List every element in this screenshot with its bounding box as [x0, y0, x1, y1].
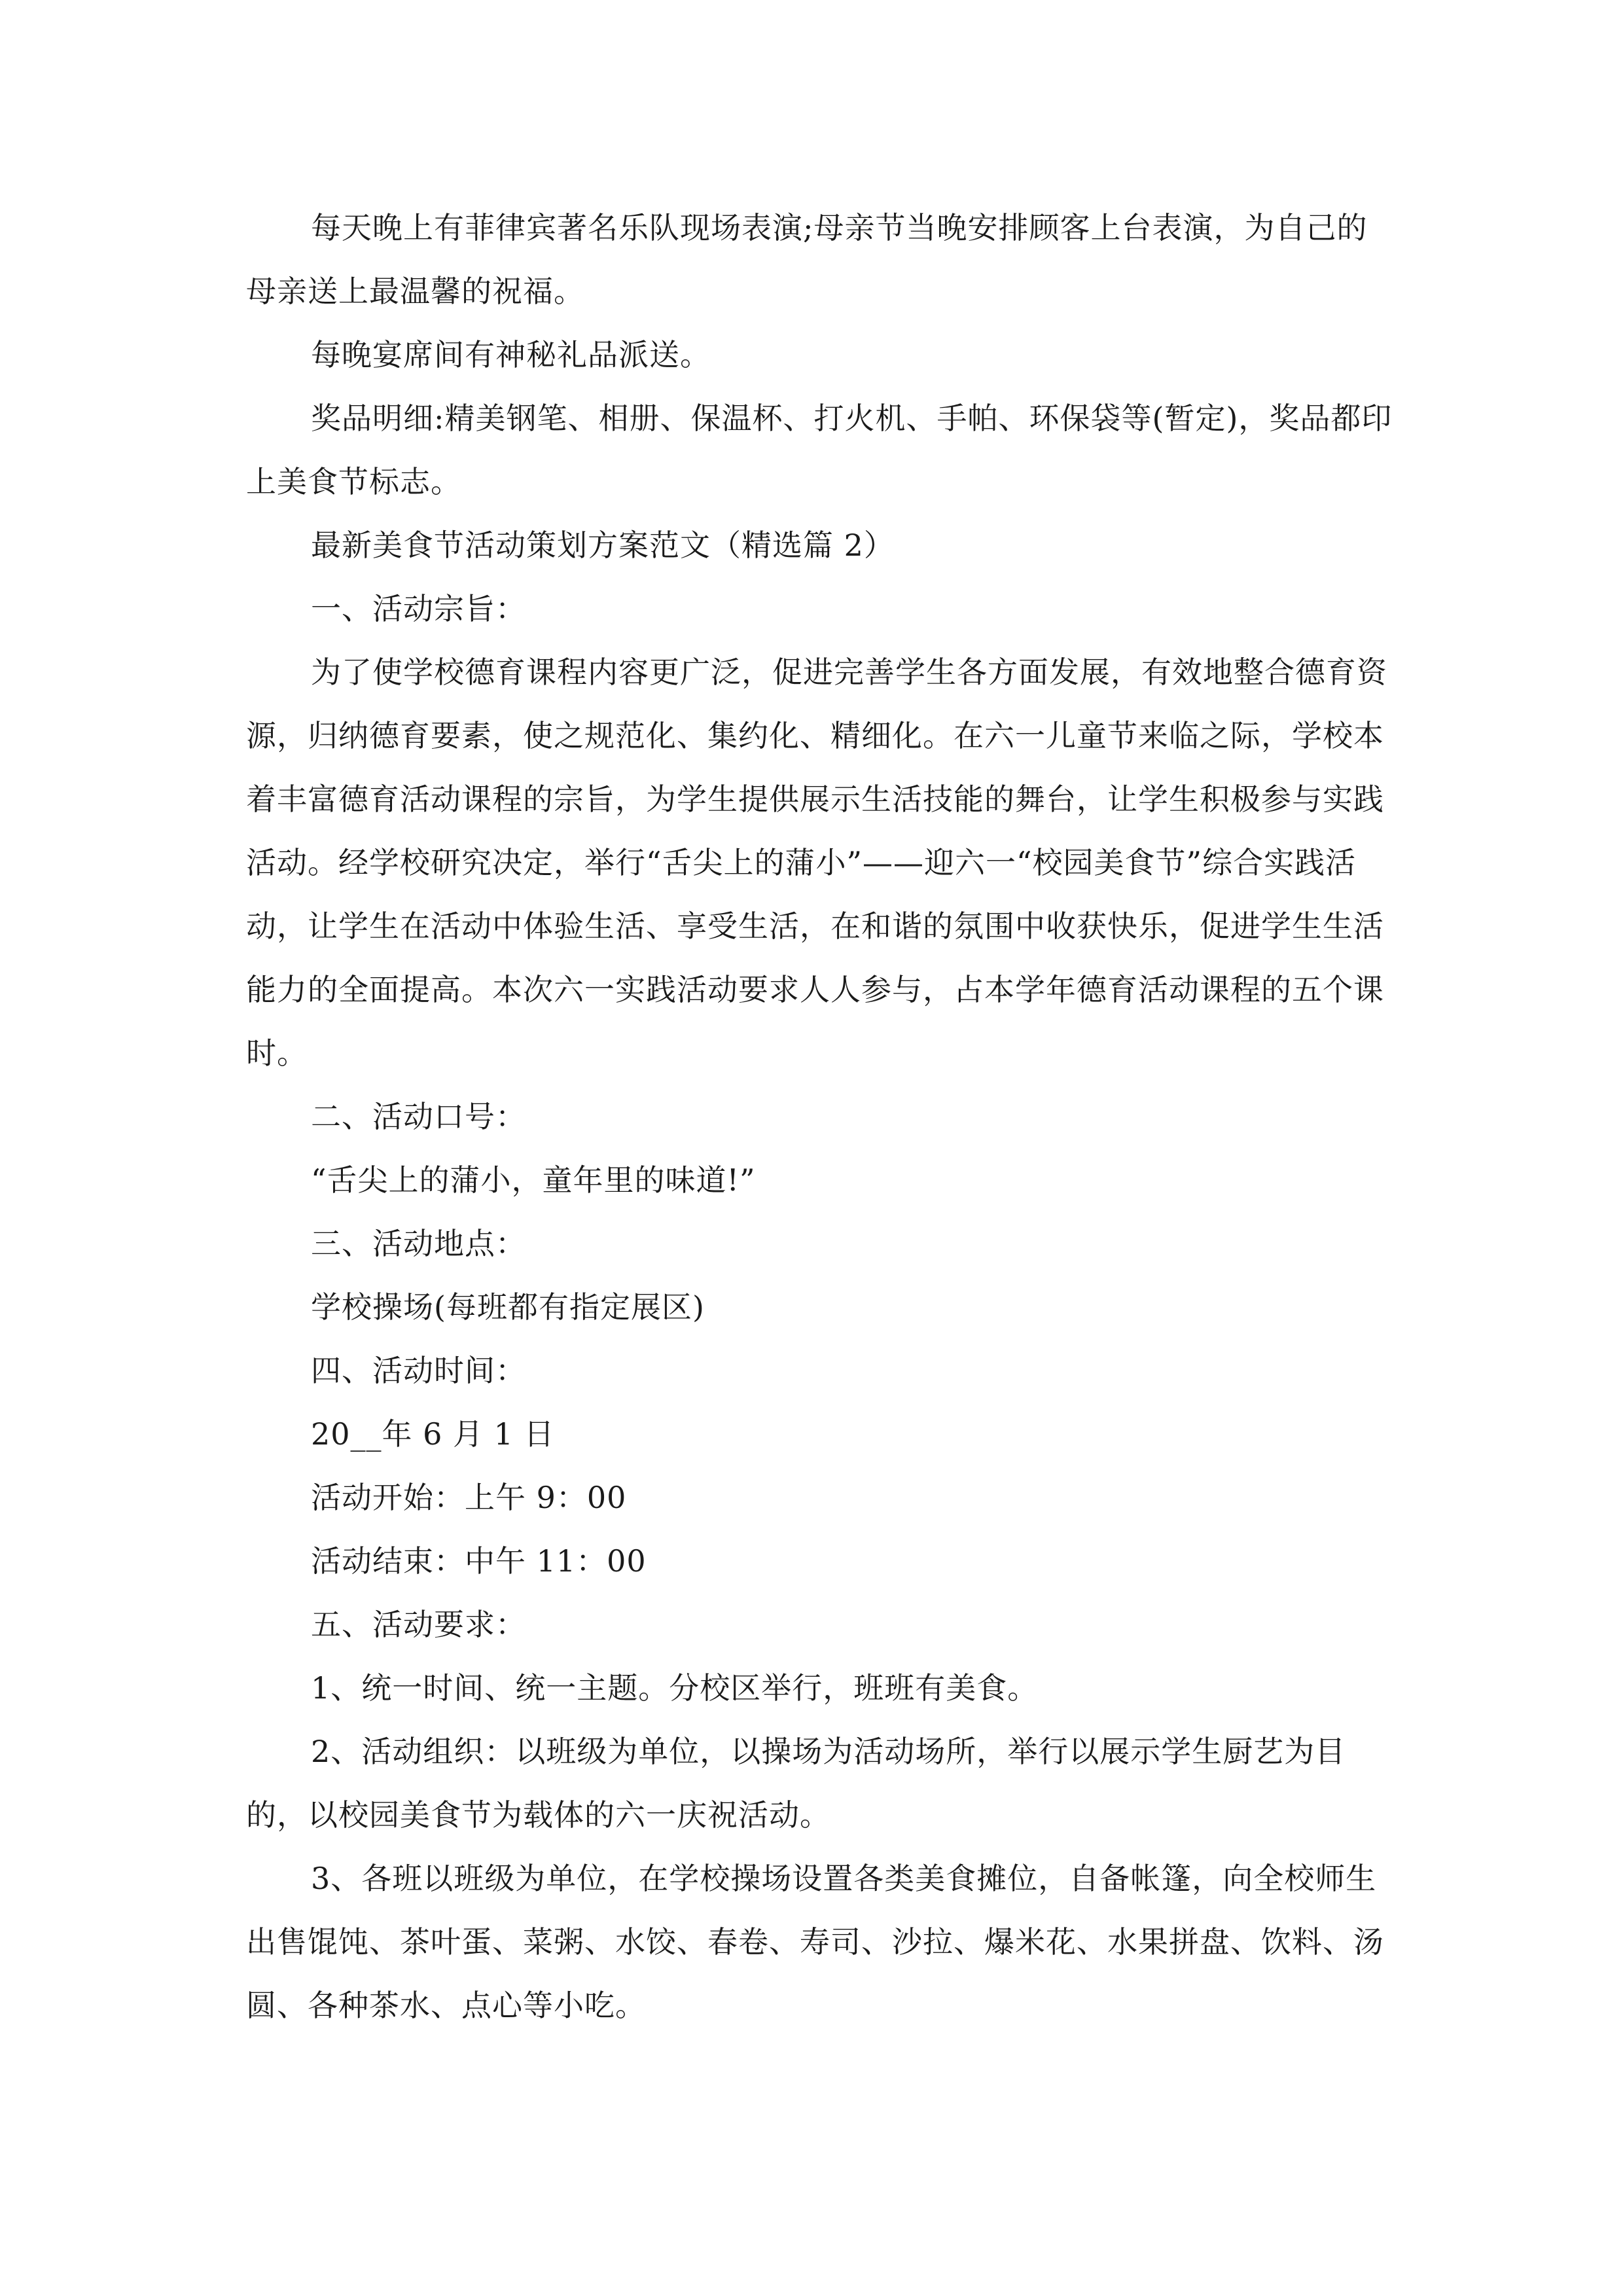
section-title-plan-2: 最新美食节活动策划方案范文（精选篇 2）: [311, 528, 895, 563]
paragraph-date: 20__年 6 月 1 日: [311, 1416, 555, 1452]
paragraph-end-time: 活动结束：中午 11：00: [311, 1543, 647, 1579]
requirement-item-3: 3、各班以班级为单位，在学校操场设置各类美食摊位，自备帐篷，向全校师生出售馄饨、茶叶蛋、菜粥、水饺、春卷、寿司、沙拉、爆米花、水果拼盘、饮料、汤圆、各种茶水、点心等小吃。: [246, 1861, 1384, 2023]
paragraph-location: 学校操场(每班都有指定展区): [311, 1289, 705, 1325]
requirement-item-1: 1、统一时间、统一主题。分校区举行，班班有美食。: [311, 1670, 1039, 1706]
paragraph-purpose: 为了使学校德育课程内容更广泛，促进完善学生各方面发展，有效地整合德育资源，归纳德育要素，使之规范化、集约化、精细化。在六一儿童节来临之际，学校本着丰富德育活动课程的宗旨，为学生提供展示生活技能的舞台，让学生积极参与实践活动。经学校研究决定，举行“舌尖上的蒲小”——迎六一“校园美食节”综合实践活动，让学生在活动中体验生活、享受生活，在和谐的氛围中收获快乐，促进学生生活能力的全面提高。本次六一实践活动要求人人参与，占本学年德育活动课程的五个课时。: [246, 655, 1387, 1071]
heading-time: 四、活动时间：: [311, 1353, 526, 1388]
paragraph-prize-details: 奖品明细:精美钢笔、相册、保温杯、打火机、手帕、环保袋等(暂定)，奖品都印上美食节标志。: [246, 401, 1393, 499]
paragraph-mystery-gifts: 每晚宴席间有神秘礼品派送。: [311, 337, 711, 372]
requirement-item-2: 2、活动组织：以班级为单位，以操场为活动场所，举行以展示学生厨艺为目的，以校园美食节为载体的六一庆祝活动。: [246, 1734, 1346, 1833]
heading-slogan: 二、活动口号：: [311, 1099, 526, 1134]
heading-requirements: 五、活动要求：: [311, 1607, 526, 1642]
paragraph-slogan: “舌尖上的蒲小，童年里的味道!”: [311, 1162, 756, 1198]
paragraph-start-time: 活动开始：上午 9：00: [311, 1480, 627, 1515]
paragraph-performance: 每天晚上有菲律宾著名乐队现场表演;母亲节当晚安排顾客上台表演，为自己的母亲送上最温馨的祝福。: [246, 210, 1368, 309]
document-body: [246, 196, 1395, 2037]
heading-purpose: 一、活动宗旨：: [311, 591, 526, 626]
heading-location: 三、活动地点：: [311, 1226, 526, 1261]
